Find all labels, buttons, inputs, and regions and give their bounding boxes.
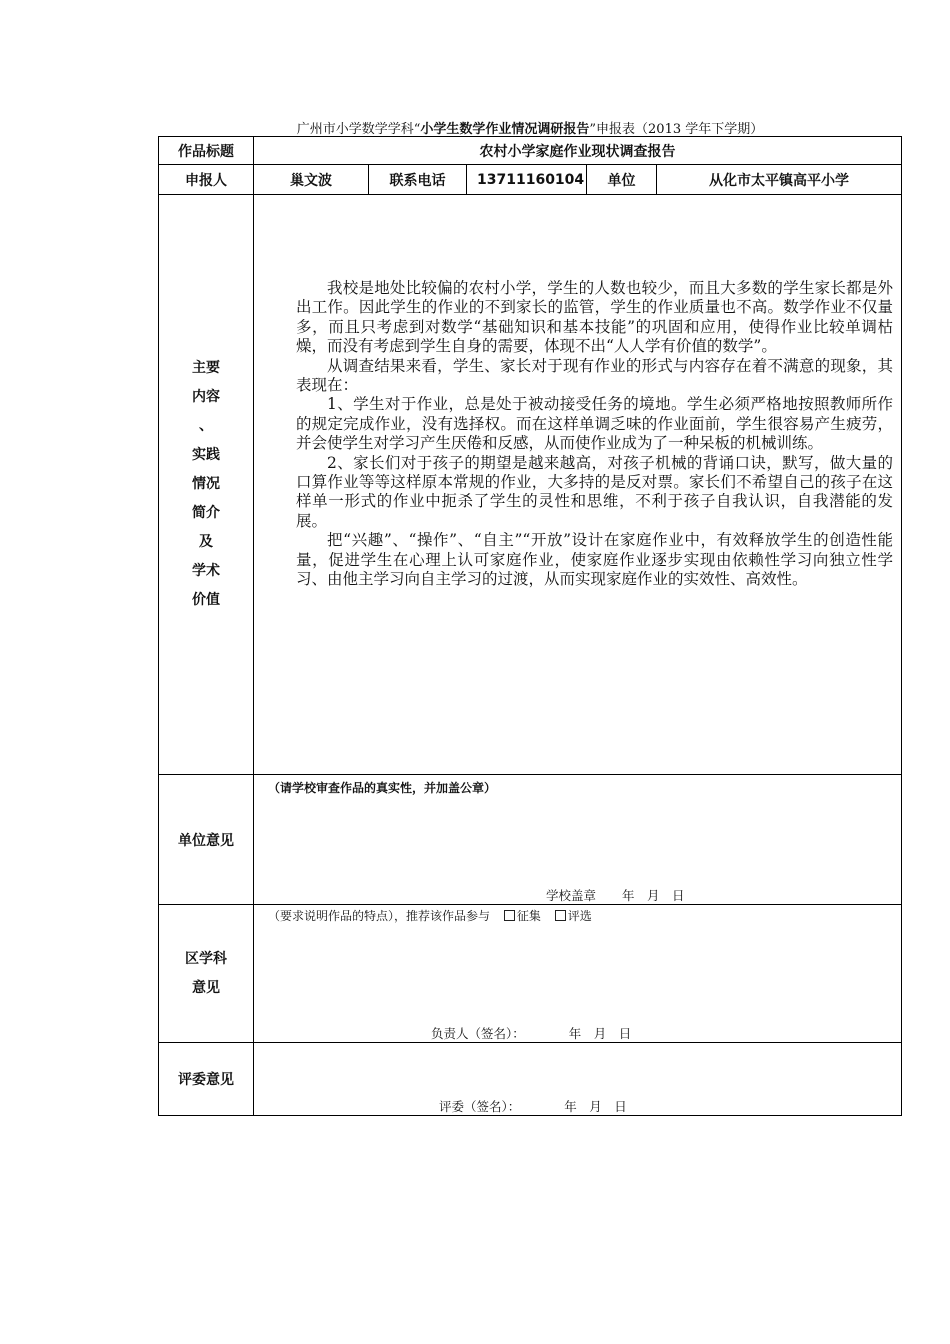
district-date: 年 月 日 [568,1026,632,1041]
district-opinion-cell [254,905,902,1043]
jury-opinion-row [159,1043,902,1116]
side-label-line: 、 [199,418,213,434]
applicant-label: 申报人 [159,165,254,195]
district-label-line: 区学科 [185,950,227,967]
district-signer-label: 负责人（签名）： [431,1026,525,1041]
unit-opinion-label: 单位意见 [159,775,254,905]
district-opinion-note [268,907,592,924]
unit-date: 年 月 日 [622,888,685,903]
collect-option-label: 征集 [516,909,541,923]
jury-signer-label: 评委（签名）： [439,1099,521,1114]
applicant-value: 巢文波 [254,165,369,195]
side-label-line: 学术 [192,563,220,579]
content-paragraph: 从调查结果来看，学生、家长对于现有作业的形式与内容存在着不满意的现象，其表现在： [296,356,894,395]
district-sign-line [431,1024,631,1042]
jury-sign-line [439,1097,627,1115]
select-option-label: 评选 [567,909,592,923]
phone-value: 13711160104 [467,165,587,195]
jury-date: 年 月 日 [564,1099,627,1114]
content-paragraph: 2、家长们对于孩子的期望是越来越高，对孩子机械的背诵口诀，默写，做大量的口算作业等等这样原本常规的作业，大多持的是反对票。家长们不希望自己的孩子在这样单一形式的作业中扼杀了学生的灵性和思维，不利于孩子自我认识，自我潜能的发展。 [296,453,894,530]
content-paragraph: 我校是地处比较偏的农村小学，学生的人数也较少，而且大多数的学生家长都是外出工作。因此学生的作业的不到家长的监管，学生的作业质量也不高。数学作业不仅量多，而且只考虑到对数学“基础知识和基本技能”的巩固和应用，使得作业比较单调枯燥，而没有考虑到学生自身的需要，体现不出“人人学有价值的数学”。 [296,279,894,356]
content-side-label [159,195,254,775]
work-title-value: 农村小学家庭作业现状调查报告 [254,137,902,165]
unit-opinion-cell [254,775,902,905]
header-report-name: 小学生数学作业情况调研报告 [420,122,590,137]
form-header [160,118,900,137]
side-label-line: 内容 [192,389,220,405]
jury-opinion-cell [254,1043,902,1116]
unit-value: 从化市太平镇高平小学 [657,165,902,195]
district-label-line: 意见 [192,979,220,996]
content-body [254,195,902,775]
content-paragraph: 把“兴趣”、“操作”、“自主”“开放”设计在家庭作业中，有效释放学生的创造性能量，促进学生在心理上认可家庭作业，使家庭作业逐步实现由依赖性学习向独立性学习、由他主学习向自主学习的过渡，从而实现家庭作业的实效性、高效性。 [296,531,894,589]
content-paragraph: 1、学生对于作业，总是处于被动接受任务的境地。学生必须严格地按照教师所作的规定完成作业，没有选择权。而在这样单调乏味的作业面前，学生很容易产生疲劳，并会使学生对学习产生厌倦和反感，从而使作业成为了一种呆板的机械训练。 [296,395,894,453]
work-title-label: 作品标题 [159,137,254,165]
jury-opinion-label: 评委意见 [159,1043,254,1116]
collect-checkbox[interactable] [504,910,515,921]
header-suffix: ”申报表（2013 学年下学期） [589,122,764,137]
side-label-line: 实践 [192,447,220,463]
phone-label: 联系电话 [369,165,467,195]
side-label-line: 情况 [192,476,220,492]
side-label-line: 及 [199,534,213,550]
district-note-text: （要求说明作品的特点），推荐该作品参与 [268,909,491,923]
unit-opinion-note: （请学校审查作品的真实性，并加盖公章） [268,781,497,795]
application-form-table [158,136,902,1116]
school-stamp-label: 学校盖章 [546,888,597,903]
district-opinion-row [159,905,902,1043]
applicant-row [159,165,902,195]
unit-label: 单位 [587,165,657,195]
district-opinion-label [159,905,254,1043]
content-row [159,195,902,775]
side-label-line: 简介 [192,505,220,521]
title-row [159,137,902,165]
unit-stamp-line [546,886,685,904]
side-label-line: 价值 [192,592,220,608]
unit-opinion-row [159,775,902,905]
select-checkbox[interactable] [555,910,566,921]
header-prefix: 广州市小学数学学科“ [296,122,421,137]
side-label-line: 主要 [192,360,220,376]
